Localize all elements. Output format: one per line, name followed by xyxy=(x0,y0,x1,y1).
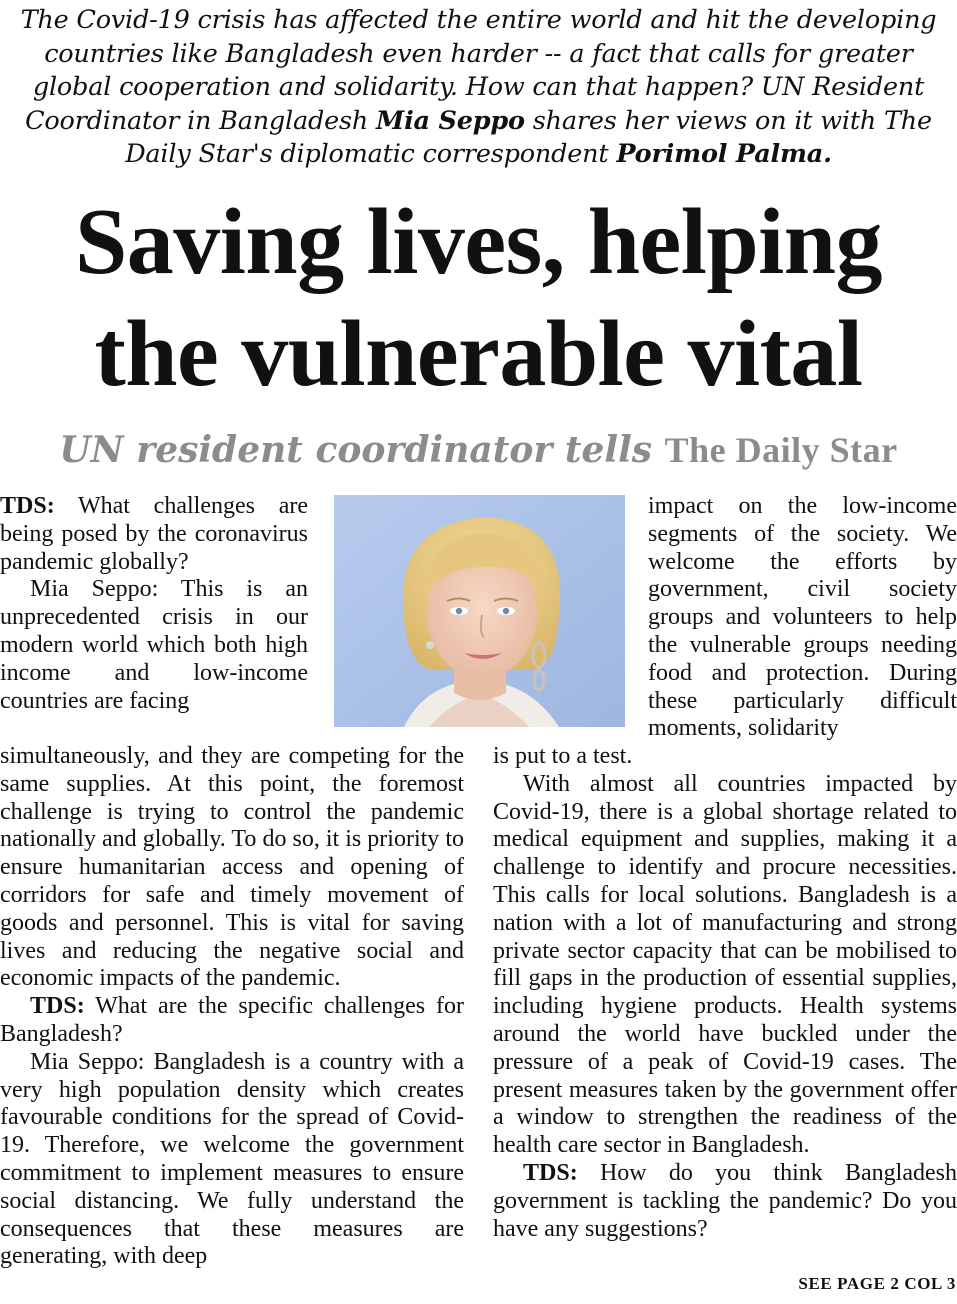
intro-name-mia-seppo: Mia Seppo xyxy=(376,105,525,136)
intro-name-porimol-palma: Porimol Palma. xyxy=(616,139,832,169)
question-2-text: What are the specific challenges for Bangladesh? xyxy=(0,993,464,1047)
question-1 xyxy=(0,493,308,576)
tds-label: TDS: xyxy=(0,493,55,519)
question-2 xyxy=(0,993,464,1049)
answer-2: Mia Seppo: Bangladesh is a country with a very high population density which creates favourable conditions for the spread of Covid-19. Therefore, we welcome the government commitment to implement measures to ensure social distancing. We fully understand the consequences that these measures are generating, with deep xyxy=(0,1048,464,1270)
tds-label: TDS: xyxy=(523,1159,578,1186)
portrait-illustration xyxy=(334,495,625,727)
column-2-wrap xyxy=(648,493,957,743)
intro-paragraph xyxy=(20,4,937,172)
question-3-text: How do you think Bangladesh government is tackling the pandemic? Do you have any suggestions? xyxy=(493,1159,957,1242)
column-2-body xyxy=(493,743,957,1243)
answer-2-continued: impact on the low-income segments of the society. We welcome the efforts by government, civil society groups and volunteers to help the vulnerable groups needing food and protection. During these particularly difficult moments, solidarity xyxy=(648,493,957,742)
portrait-photo xyxy=(334,495,625,727)
tds-label: TDS: xyxy=(30,993,85,1020)
headline xyxy=(0,186,957,410)
intro-text-2: shares her views on it with The Daily Star's diplomatic correspondent xyxy=(125,105,932,169)
answer-1-top: Mia Seppo: This is an unprecedented crisis in our modern world which both high income and low-income countries are facing xyxy=(0,576,308,714)
question-1-text: What challenges are being posed by the coronavirus pandemic globally? xyxy=(0,493,308,575)
headline-line-1: Saving lives, helping xyxy=(75,190,882,294)
subhead-text: UN resident coordinator tells xyxy=(59,429,665,471)
headline-line-2: the vulnerable vital xyxy=(94,302,863,406)
column-1-body xyxy=(0,743,464,1271)
question-3 xyxy=(493,1160,957,1243)
daily-star-masthead: The Daily Star xyxy=(664,430,898,470)
subheadline xyxy=(0,424,957,476)
jump-line: SEE PAGE 2 COL 3 xyxy=(798,1274,956,1293)
answer-2-end: is put to a test. xyxy=(493,743,633,769)
answer-1-bottom: simultaneously, and they are competing for the same supplies. At this point, the foremost challenge is trying to control the pandemic nationally and globally. To do so, it is priority to ensure humanitarian access and opening of corridors for safe and timely movement of goods and personnel. This is vital for saving lives and reducing the negative social and economic impacts of the pandemic. xyxy=(0,743,464,992)
intro-text-1: The Covid-19 crisis has affected the entire world and hit the developing countries like Bangladesh even harder -- a fact that calls for greater global cooperation and solidarity. How can that happen? UN Resident Coordinator in Bangladesh xyxy=(20,5,937,136)
answer-2-paragraph-2: With almost all countries impacted by Covid-19, there is a global shortage related to medical equipment and supplies, making it a challenge to identify and procure necessities. This calls for local solutions. Bangladesh is a nation with a lot of manufacturing and strong private sector capacity that can be mobilised to fill gaps in the production of essential supplies, including hygiene products. Health systems around the world have buckled under the pressure of a peak of Covid-19 cases. The present measures taken by the government offer a window to strengthen the readiness of the health care sector in Bangladesh. xyxy=(493,770,957,1159)
column-1-wrap xyxy=(0,493,308,715)
